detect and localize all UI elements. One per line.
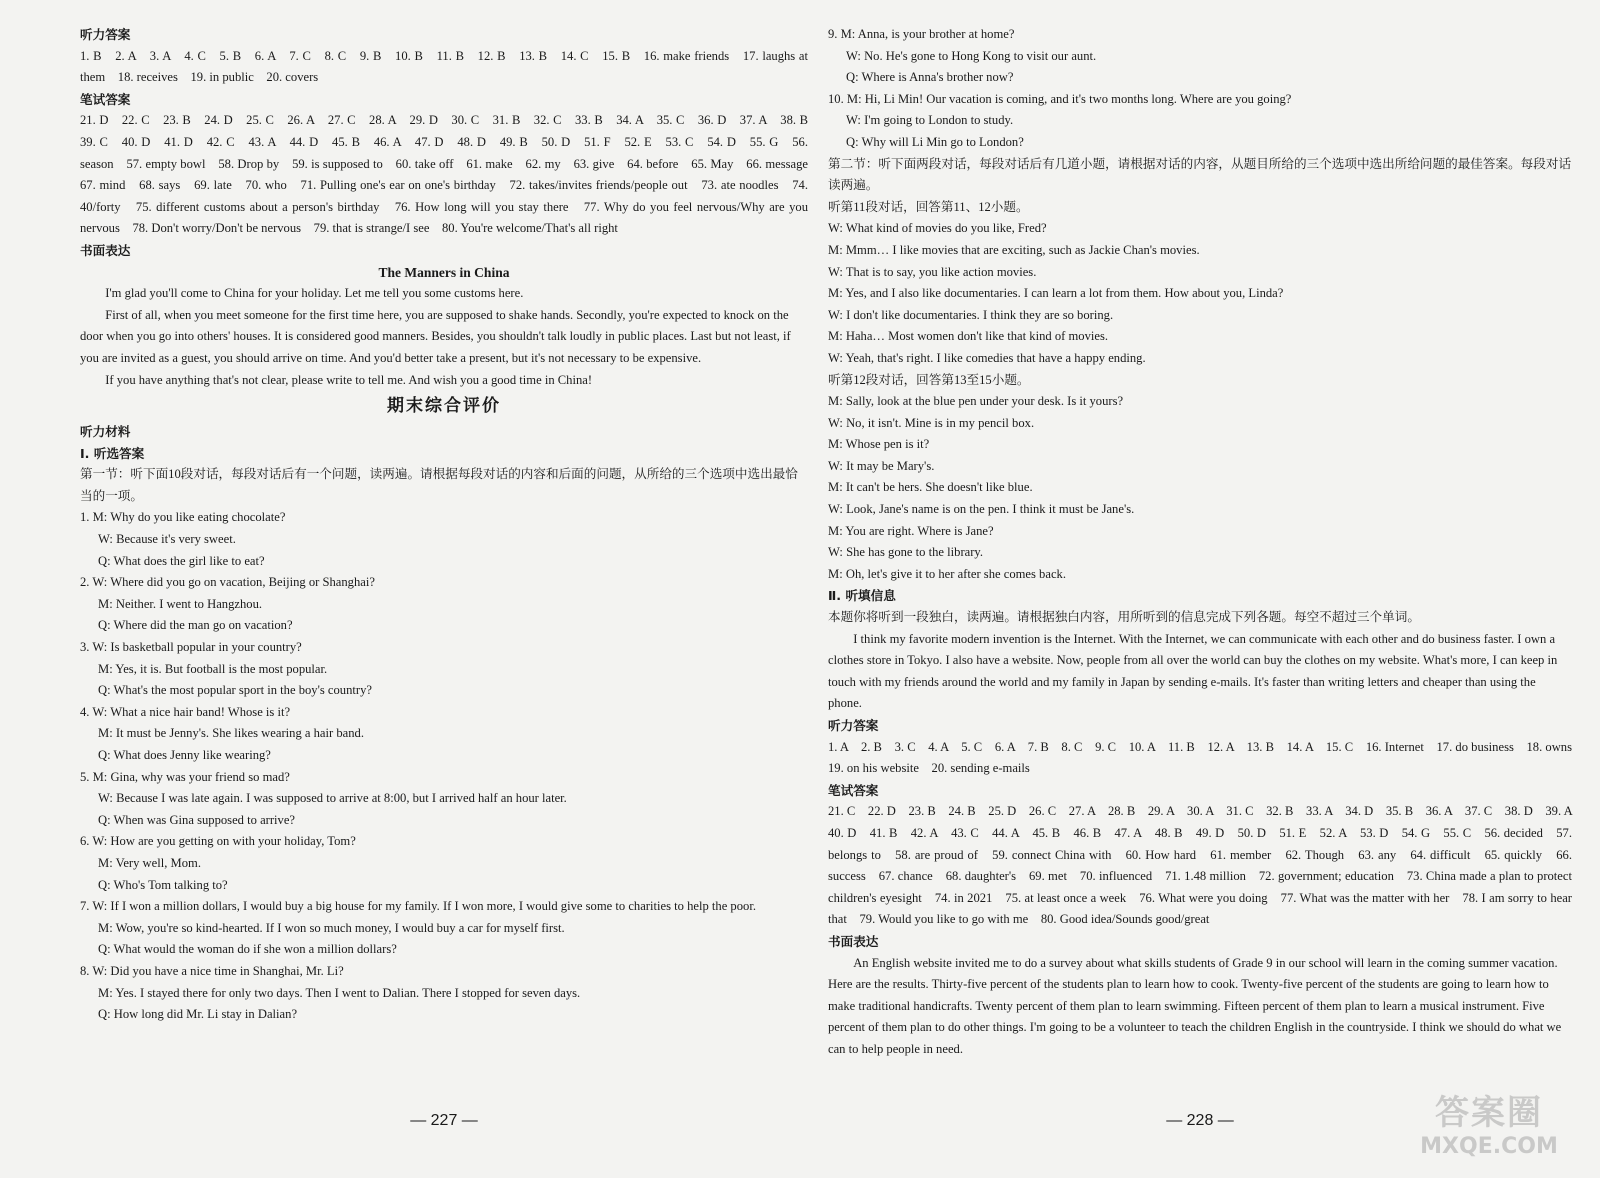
right-paragraph: Q: Why will Li Min go to London?	[846, 134, 1024, 149]
left-paragraph: M: Yes, it is. But football is the most popular.	[98, 661, 328, 676]
right-paragraph: 本题你将听到一段独白，读两遍。请根据独白内容，用所听到的信息完成下列各题。每空不超过三个单词。	[828, 610, 1420, 625]
right-paragraph: 第二节：听下面两段对话，每段对话后有几道小题，请根据对话的内容，从题目所给的三个选项中选出所给问题的最佳答案。每段对话读两遍。	[828, 156, 1572, 193]
right-paragraph: M: Oh, let's give it to her after she comes back.	[828, 566, 1066, 581]
left-paragraph: Q: What does the girl like to eat?	[98, 553, 265, 568]
left-paragraph: Q: Who's Tom talking to?	[98, 877, 228, 892]
page-number-left: — 227 —	[410, 1112, 478, 1130]
right-paragraph: 书面表达	[828, 933, 879, 949]
right-paragraph: 听第11段对话，回答第11、12小题。	[828, 199, 1029, 214]
left-paragraph: 期末综合评价	[387, 396, 501, 417]
right-paragraph: 1. A 2. B 3. C 4. A 5. C 6. A 7. B 8. C 9. C 10. A 11. B 12. A 13. B 14. A 15. C 16. Internet 17. do business 18. owns 19. on his website 20. sending e-mails	[828, 739, 1585, 776]
left-paragraph: Q: What does Jenny like wearing?	[98, 748, 271, 762]
left-paragraph: 听力答案	[80, 27, 131, 42]
right-paragraph: W: Look, Jane's name is on the pen. I think it must be Jane's.	[828, 502, 1135, 517]
right-paragraph: 笔试答案	[828, 782, 879, 798]
left-paragraph: 1. M: Why do you like eating chocolate?	[80, 510, 286, 525]
right-paragraph: 听第12段对话，回答第13至15小题。	[828, 372, 1030, 387]
right-page	[828, 24, 1585, 1178]
left-page	[80, 24, 821, 1178]
site-watermark	[1394, 1092, 1584, 1166]
right-paragraph: W: I don't like documentaries. I think they are so boring.	[828, 307, 1114, 322]
right-paragraph: An English website invited me to do a survey about what skills students of Grade 9 in our school will learn in the coming summer vacation. Here are the results. Thirty-five percent of the students plan to learn how to cook. Twenty-five percent of the students are going to learn how to make traditional handicrafts. Twenty percent of them plan to learn swimming. Fifteen percent of them plan to learn a musical instrument. Five percent of them plan to do other things. I'm going to be a volunteer to teach the children English in the countryside. I think we should do what we can to help people in need.	[828, 955, 1562, 1056]
left-paragraph: 7. W: If I won a million dollars, I would buy a big house for my family. If I won more, I would give some to charities to help the poor.	[80, 899, 756, 914]
left-paragraph: 3. W: Is basketball popular in your country?	[80, 640, 302, 655]
right-paragraph: M: Whose pen is it?	[828, 437, 930, 452]
right-paragraph: M: Haha… Most women don't like that kind of movies.	[828, 329, 1109, 344]
right-paragraph: M: Yes, and I also like documentaries. I can learn a lot from them. How about you, Linda?	[828, 286, 1284, 301]
right-paragraph: W: Yeah, that's right. I like comedies that have a happy ending.	[828, 350, 1146, 365]
watermark-url: MXQE.COM	[1420, 1134, 1558, 1159]
left-paragraph: W: Because I was late again. I was supposed to arrive at 8:00, but I arrived half an hour later.	[98, 791, 567, 806]
right-paragraph: 10. M: Hi, Li Min! Our vacation is coming, and it's two months long. Where are you going?	[828, 91, 1292, 106]
left-paragraph: Q: Where did the man go on vacation?	[98, 618, 293, 633]
right-paragraph: M: Sally, look at the blue pen under your desk. Is it yours?	[828, 394, 1124, 409]
left-paragraph: Q: What's the most popular sport in the boy's country?	[98, 683, 372, 698]
right-paragraph: M: It can't be hers. She doesn't like blue.	[828, 480, 1033, 495]
left-paragraph: 6. W: How are you getting on with your holiday, Tom?	[80, 834, 356, 849]
right-paragraph: M: You are right. Where is Jane?	[828, 523, 994, 538]
left-page-content	[80, 24, 821, 1026]
left-paragraph: M: Wow, you're so kind-hearted. If I won so much money, I would buy a car for myself first.	[98, 920, 565, 935]
left-paragraph: The Manners in China	[378, 264, 510, 280]
left-paragraph: 笔试答案	[80, 91, 131, 107]
left-paragraph: I'm glad you'll come to China for your holiday. Let me tell you some customs here.	[105, 286, 524, 301]
left-paragraph: 4. W: What a nice hair band! Whose is it?	[80, 704, 291, 719]
left-paragraph: M: Very well, Mom.	[98, 855, 201, 870]
left-paragraph: First of all, when you meet someone for the first time here, you are supposed to shake hands. Secondly, you're expected to knock on the door when you go into others' houses. It is considered good manners. Besides, you shouldn't talk loudly in public places. Last but not least, if you are invited as a guest, you should arrive on time. And you'd better take a present, but it's not necessary to be expensive.	[80, 307, 791, 365]
watermark-logo: 答案圈	[1435, 1093, 1543, 1133]
right-paragraph: 21. C 22. D 23. B 24. B 25. D 26. C 27. A 28. B 29. A 30. A 31. C 32. B 33. A 34. D 35. B 36. A 37. C 38. D 39. A 40. D 41. B 42. A 43. C 44. A 45. B 46. B 47. A 48. B 49. D 50. D 51. E 52. A 53. D 54. G 55. C 56. decided 57. belongs to 58. are proud of 59. connect China with 60. How hard 61. member 62. Though 63. any 64. difficult 65. quickly 66. success 67. chance 68. daughter's 69. met 70. influenced 71. 1.48 million 72. government; education 73. China made a plan to protect children's eyesight 74. in 2021 75. at least once a week 76. What were you doing 77. What was the matter with her 78. I am sorry to hear that 79. Would you like to go with me 80. Good idea/Sounds good/great	[828, 804, 1585, 927]
right-paragraph: 9. M: Anna, is your brother at home?	[828, 27, 1015, 41]
right-paragraph: 听力答案	[828, 718, 879, 733]
right-paragraph: W: I'm going to London to study.	[846, 113, 1014, 128]
right-paragraph: Q: Where is Anna's brother now?	[846, 70, 1014, 85]
left-paragraph: 2. W: Where did you go on vacation, Beijing or Shanghai?	[80, 575, 375, 590]
left-paragraph: Q: How long did Mr. Li stay in Dalian?	[98, 1007, 298, 1022]
right-paragraph: W: She has gone to the library.	[828, 545, 984, 560]
left-paragraph: M: It must be Jenny's. She likes wearing a hair band.	[98, 726, 364, 741]
right-paragraph: W: That is to say, you like action movies.	[828, 264, 1037, 279]
left-paragraph: 书面表达	[80, 242, 131, 258]
left-paragraph: 21. D 22. C 23. B 24. D 25. C 26. A 27. C 28. A 29. D 30. C 31. B 32. C 33. B 34. A 35. C 36. D 37. A 38. B 39. C 40. D 41. D 42. C 43. A 44. D 45. B 46. A 47. D 48. D 49. B 50. D 51. F 52. E 53. C 54. D 55. G 56. season 57. empty bowl 58. Drop by 59. is supposed to 60. take off 61. make 62. my 63. give 64. before 65. May 66. message 67. mind 68. says 69. late 70. who 71. Pulling one's ear on one's birthday 72. takes/invites friends/people out 73. ate noodles 74. 40/forty 75. different customs about a person's birthday 76. How long will you stay there 77. Why do you feel nervous/Why are you nervous 78. Don't worry/Don't be nervous 79. that is strange/I see 80. You're welcome/That's all right	[80, 113, 821, 236]
left-paragraph: M: Neither. I went to Hangzhou.	[98, 596, 263, 611]
left-paragraph: Q: When was Gina supposed to arrive?	[98, 812, 296, 827]
right-paragraph: W: No. He's gone to Hong Kong to visit our aunt.	[846, 48, 1097, 63]
left-paragraph: 听力材料	[80, 424, 131, 440]
left-paragraph: M: Yes. I stayed there for only two days. Then I went to Dalian. There I stopped for seven days.	[98, 985, 581, 1000]
page-number-right: — 228 —	[1166, 1112, 1234, 1130]
left-paragraph: 第一节：听下面10段对话，每段对话后有一个问题，读两遍。请根据每段对话的内容和后面的问题，从所给的三个选项中选出最恰当的一项。	[80, 467, 798, 503]
right-paragraph: W: No, it isn't. Mine is in my pencil box.	[828, 415, 1035, 430]
left-paragraph: Q: What would the woman do if she won a million dollars?	[98, 942, 397, 957]
right-paragraph: I think my favorite modern invention is the Internet. With the Internet, we can communicate with each other and do business faster. I own a clothes store in Tokyo. I also have a website. Now, people from all over the world can buy the clothes on my website. What's more, I can keep in touch with my friends around the world and my family in Japan by sending e-mails. It's faster than writing letters and cheaper than using the phone.	[828, 631, 1558, 711]
left-paragraph: W: Because it's very sweet.	[98, 532, 236, 547]
right-paragraph: Ⅱ. 听填信息	[828, 588, 896, 604]
left-paragraph: If you have anything that's not clear, please write to tell me. And wish you a good time in China!	[105, 372, 593, 387]
left-paragraph: 1. B 2. A 3. A 4. C 5. B 6. A 7. C 8. C 9. B 10. B 11. B 12. B 13. B 14. C 15. B 16. make friends 17. laughs at them 18. receives 19. in public 20. covers	[80, 48, 808, 85]
right-paragraph: W: It may be Mary's.	[828, 458, 935, 473]
right-page-content	[828, 24, 1585, 1061]
left-paragraph: Ⅰ. 听选答案	[80, 445, 145, 461]
right-paragraph: W: What kind of movies do you like, Fred?	[828, 221, 1047, 236]
left-paragraph: 5. M: Gina, why was your friend so mad?	[80, 769, 290, 784]
right-paragraph: M: Mmm… I like movies that are exciting, such as Jackie Chan's movies.	[828, 242, 1200, 257]
left-paragraph: 8. W: Did you have a nice time in Shanghai, Mr. Li?	[80, 963, 344, 978]
